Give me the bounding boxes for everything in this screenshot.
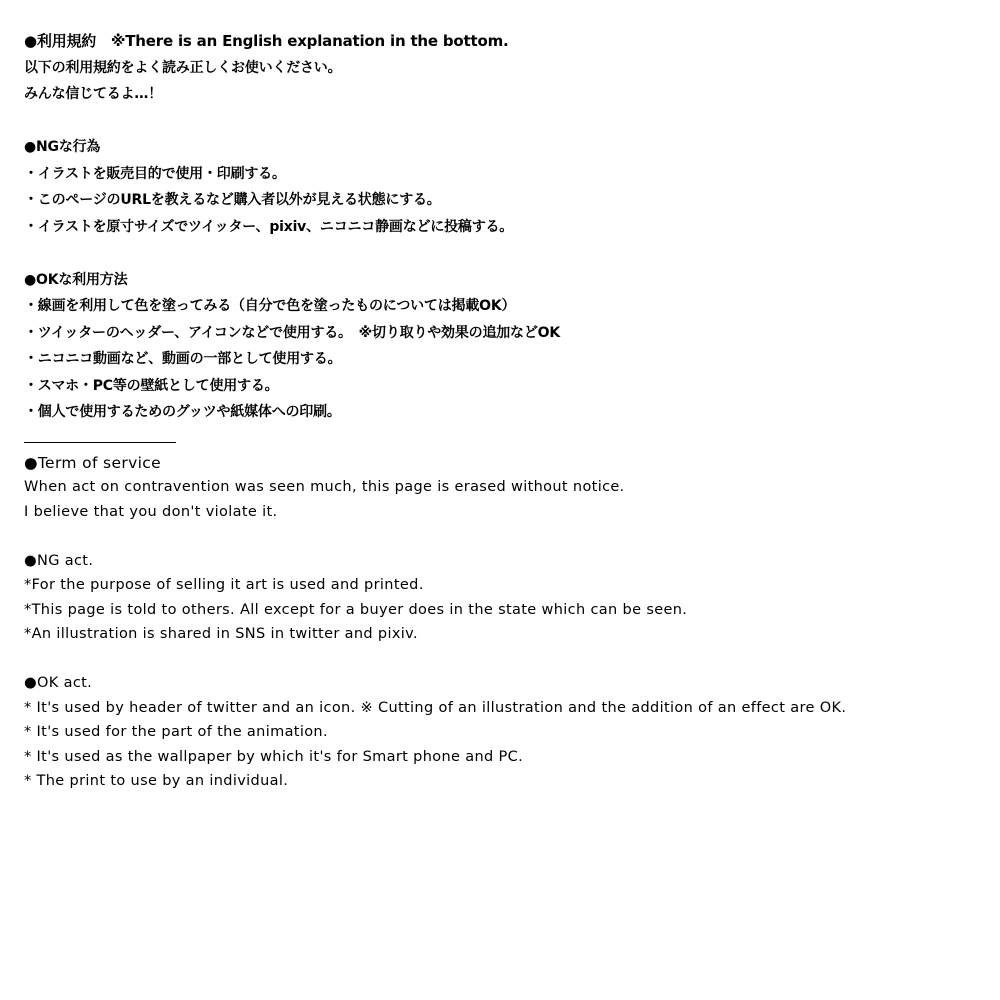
en-ok-item: * It's used for the part of the animation. [24,724,328,740]
jp-ok-item: ・ニコニコ動画など、動画の一部として使用する。 [24,351,342,367]
en-ng-heading: ●NG act. [24,552,94,569]
jp-title: ●利用規約 ※There is an English explanation in the bottom. [24,32,509,50]
jp-ok-item: ・線画を利用して色を塗ってみる（自分で色を塗ったものについては掲載OK） [24,298,516,314]
jp-intro-line: 以下の利用規約をよく読み正しくお使いください。 [24,59,342,76]
english-terms [24,451,984,794]
jp-ng-item: ・イラストを原寸サイズでツイッター、pixiv、ニコニコ静画などに投稿する。 [24,218,514,235]
japanese-terms [24,28,984,426]
jp-ok-heading: ●OKな利用方法 [24,271,128,288]
en-ok-heading: ●OK act. [24,675,93,691]
section-divider [24,442,176,443]
jp-intro-line: みんな信じてるよ…！ [24,86,162,102]
en-ng-item: *This page is told to others. All except for a buyer does in the state which can be seen. [24,601,688,618]
en-ok-item: * The print to use by an individual. [24,773,289,789]
en-intro-line: When act on contravention was seen much, this page is erased without notice. [24,479,625,495]
en-ng-item: *An illustration is shared in SNS in twitter and pixiv. [24,626,418,642]
jp-ng-item: ・このページのURLを教えるなど購入者以外が見える状態にする。 [24,192,441,208]
jp-ng-item: ・イラストを販売目的で使用・印刷する。 [24,165,286,182]
terms-document [24,28,984,794]
en-ok-item: * It's used as the wallpaper by which it's for Smart phone and PC. [24,748,524,765]
jp-ng-heading: ●NGな行為 [24,139,101,155]
en-title: ●Term of service [24,453,162,472]
jp-ok-item: ・ツイッターのヘッダー、アイコンなどで使用する。 ※切り取りや効果の追加などOK [24,324,560,341]
jp-ok-item: ・個人で使用するためのグッツや紙媒体への印刷。 [24,404,341,420]
en-ng-item: *For the purpose of selling it art is used and printed. [24,577,424,593]
en-intro-line: I believe that you don't violate it. [24,503,278,520]
en-ok-item: * It's used by header of twitter and an icon. ※ Cutting of an illustration and the addition of an effect are OK. [24,699,847,716]
jp-ok-item: ・スマホ・PC等の壁紙として使用する。 [24,377,279,394]
